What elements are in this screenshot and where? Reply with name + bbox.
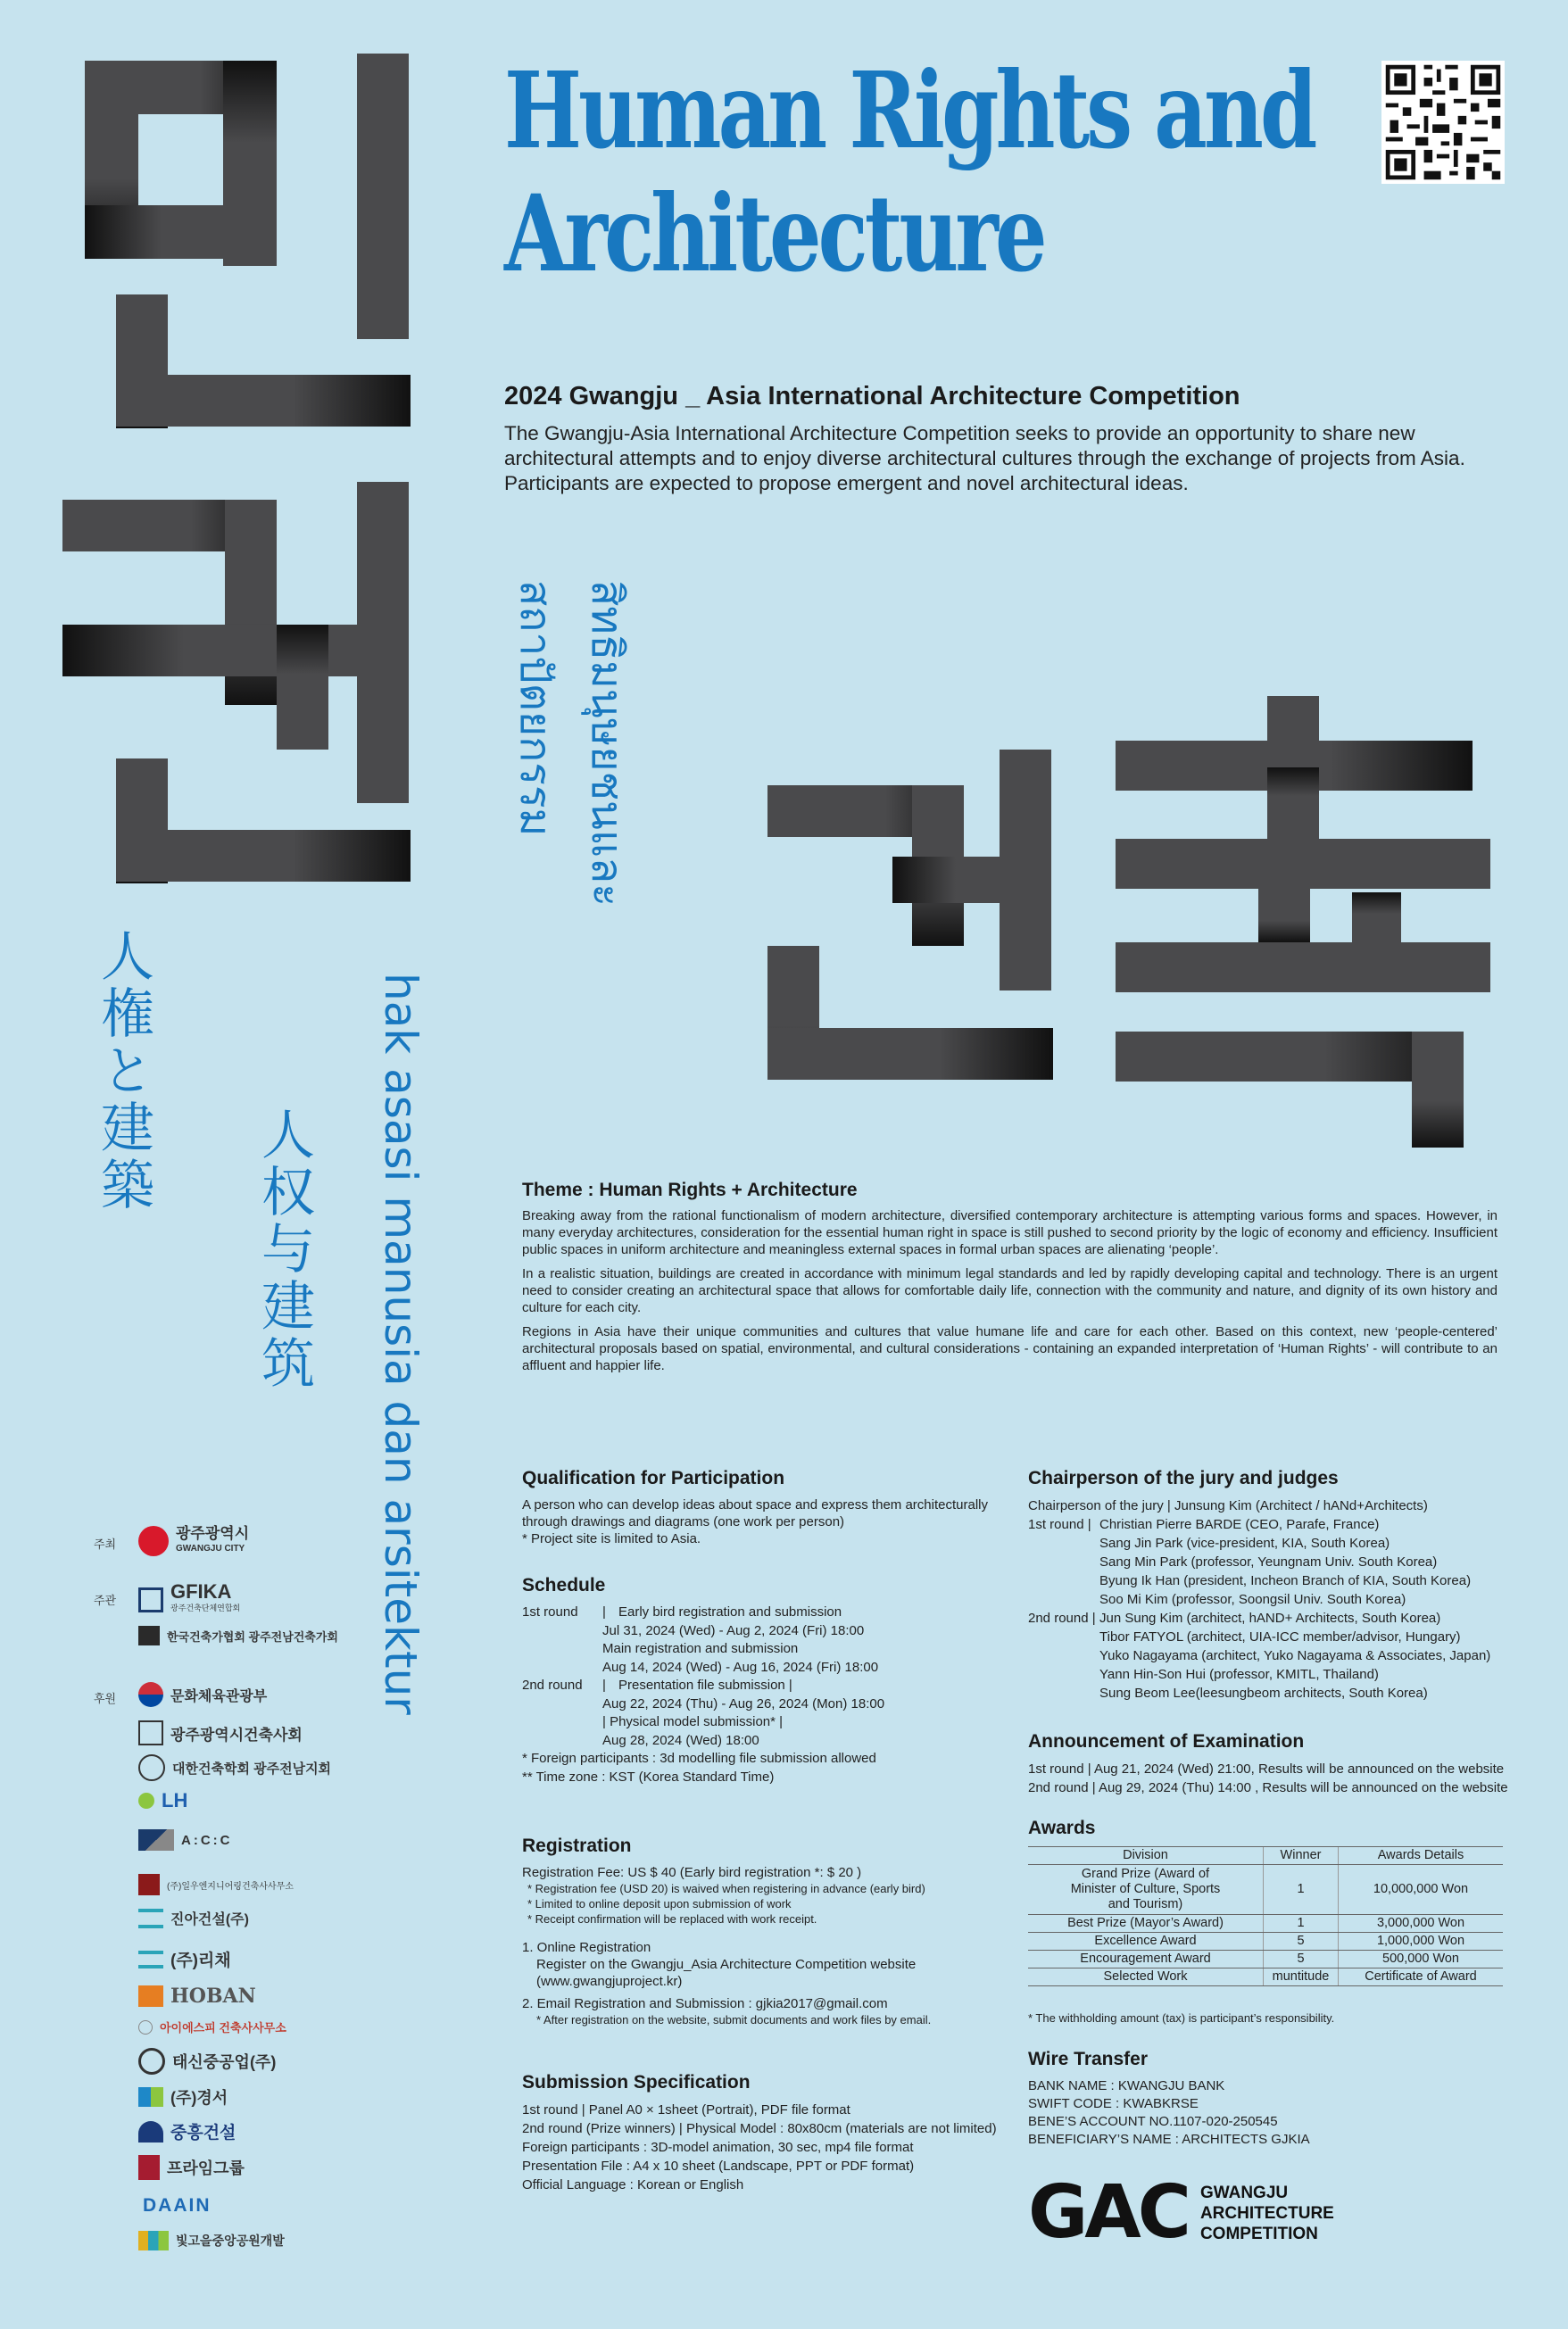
organizer-1: GFIKA (170, 1580, 232, 1603)
schedule-body: 1st round | Early bird registration and submission Jul 31, 2024 (Wed) - Aug 2, 2024 (Fri) 18:00 Main registration and submission Aug 14, 2024 (Wed) - Aug 16, 2024 (Fri) 18:00 2nd round | Presentation file submission | Aug 22, 2024 (Thu) - Aug 26, 2024 (Mon) 18:00 | Physical model submission* | Aug 28, 2024 (Wed) 18:00 * Foreign participants : 3d modelling file submission allowed ** Time zone : KST (Korea Standard Time) (522, 1604, 1022, 1786)
jury-r2-2: Yuko Nagayama (architect, Yuko Nagayama & Associates, Japan) (1099, 1648, 1491, 1663)
gfika-icon (138, 1587, 163, 1612)
email-registration-note: * After registration on the website, submit documents and work files by email. (536, 2013, 932, 2026)
jury-title: Chairperson of the jury and judges (1028, 1468, 1339, 1488)
thai-line-2: สถาปัตยกรรม (510, 580, 560, 837)
schedule-r2-b: Aug 22, 2024 (Thu) - Aug 26, 2024 (Mon) 18:00 (602, 1695, 885, 1712)
supporter-name: 문화체육관광부 (170, 1688, 268, 1704)
schedule-r1-d: Aug 14, 2024 (Wed) - Aug 16, 2024 (Fri) 18:00 (602, 1659, 879, 1675)
organizer-logo-2 (138, 1626, 338, 1645)
isp-icon (138, 2020, 153, 2035)
theme-paragraph-3: Regions in Asia have their unique communities and cultures that value humane life and care for each other. Based on this context, new ‘people-centered’ architectural proposals based on spatial, environmental, and cultural considerations - containing an expanded interpretation of ‘Human Rights’ - will contribute to an affluent and happier life. (522, 1324, 1497, 1373)
main-title (504, 48, 1315, 295)
awards-cell: Grand Prize (Award of Minister of Culture, Sports and Tourism) (1028, 1865, 1264, 1915)
theme-body (522, 1207, 1497, 1381)
jury-r1-4: Soo Mi Kim (professor, Soongsil Univ. South Korea) (1099, 1592, 1406, 1607)
jury-r2-4: Sung Beom Lee(leesungbeom architects, South Korea) (1099, 1686, 1428, 1701)
theme-paragraph-1: Breaking away from the rational functionalism of modern architecture, diversified contemporary architecture is attempting various forms and spaces. However, in many everyday architectures, consideration for the essential human right in space is still pushed to second priority by the logic of economy and efficiency. Insufficient public spaces in uniform architecture and meaningless external spaces in formal urban spaces are alienating ‘people’. (522, 1208, 1497, 1257)
awards-cell: 3,000,000 Won (1339, 1915, 1504, 1933)
jury-r1-0: Christian Pierre BARDE (CEO, Parafe, France) (1099, 1517, 1380, 1532)
submission-line-3: Foreign participants : 3D-model animation, 30 sec, mp4 file format (522, 2140, 914, 2155)
awards-cell: Selected Work (1028, 1968, 1264, 1986)
registration-fee-note-3: * Receipt confirmation will be replaced with work receipt. (527, 1912, 817, 1926)
supporter-name: (주)일우엔지니어링건축사사무소 (167, 1881, 294, 1892)
awards-cell: 10,000,000 Won (1339, 1865, 1504, 1915)
richae-icon (138, 1951, 163, 1968)
jury-r1-1: Sang Jin Park (vice-president, KIA, South Korea) (1099, 1536, 1390, 1551)
jury-round1-label: 1st round | (1028, 1517, 1091, 1532)
qr-code-icon (1381, 61, 1505, 184)
submission-line-4: Presentation File : A4 x 10 sheet (Landscape, PPT or PDF format) (522, 2159, 915, 2174)
table-row (1028, 1865, 1503, 1915)
jina-icon (138, 1909, 163, 1928)
supporter-name: 광주광역시건축사회 (170, 1726, 303, 1744)
prime-icon (138, 2155, 160, 2180)
jury-body (1028, 1496, 1510, 1703)
organizer-label: 주관 (94, 1594, 117, 1607)
kyungseo-icon (138, 2087, 163, 2107)
title-line-1: Human Rights and (504, 48, 1315, 172)
supporter-logo (138, 2048, 276, 2075)
taegeuk-icon (138, 1682, 163, 1707)
submission-line-1: 1st round | Panel A0 × 1sheet (Portrait), PDF file format (522, 2102, 850, 2118)
supporter-logo (143, 2195, 212, 2217)
registration-fee-note-1: * Registration fee (USD 20) is waived when registering in advance (early bird) (527, 1882, 925, 1895)
host-logo (138, 1526, 249, 1556)
awards-header-division: Division (1028, 1847, 1264, 1865)
jury-chair: Chairperson of the jury | Junsung Kim (Architect / hANd+Architects) (1028, 1498, 1428, 1513)
submission-line-2: 2nd round (Prize winners) | Physical Model : 80x80cm (materials are not limited) (522, 2121, 997, 2136)
submission-line-5: Official Language : Korean or English (522, 2177, 744, 2192)
awards-cell: Best Prize (Mayor’s Award) (1028, 1915, 1264, 1933)
wire-body (1028, 2077, 1310, 2149)
jury-r2-0: Jun Sung Kim (architect, hAND+ Architects, South Korea) (1099, 1611, 1441, 1626)
awards-cell: 5 (1264, 1951, 1339, 1968)
awards-cell: 1,000,000 Won (1339, 1933, 1504, 1951)
supporter-logo (138, 1720, 303, 1745)
support-label: 후원 (94, 1692, 117, 1705)
awards-cell: 1 (1264, 1915, 1339, 1933)
host-name-en: GWANGJU CITY (176, 1544, 245, 1554)
qualification-title: Qualification for Participation (522, 1468, 785, 1488)
supporter-name: 태신중공업(주) (172, 2053, 277, 2071)
registration-body (522, 1864, 1022, 2027)
supporter-name: (주)리채 (170, 1952, 231, 1970)
supporter-logo (138, 1874, 294, 1895)
kia-icon (138, 1626, 160, 1645)
jury-r2-1: Tibor FATYOL (architect, UIA-ICC member/advisor, Hungary) (1099, 1629, 1461, 1645)
organizer-2: 한국건축가협회 광주전남건축가회 (167, 1629, 338, 1644)
table-row (1028, 1915, 1503, 1933)
awards-cell: Certificate of Award (1339, 1968, 1504, 1986)
bitgoeul-icon (138, 2231, 169, 2250)
jury-r1-3: Byung Ik Han (president, Incheon Branch of KIA, South Korea) (1099, 1573, 1472, 1588)
registration-title: Registration (522, 1836, 632, 1856)
supporter-logo (138, 1754, 331, 1781)
announcement-title: Announcement of Examination (1028, 1731, 1305, 1752)
wire-title: Wire Transfer (1028, 2049, 1149, 2069)
wire-line-1: BANK NAME : KWANGJU BANK (1028, 2078, 1225, 2093)
awards-title: Awards (1028, 1818, 1096, 1838)
schedule-r2-a: Presentation file submission | (618, 1678, 792, 1693)
supporter-name: 프라임그룹 (167, 2159, 245, 2177)
supporter-name: 빛고을중앙공원개발 (176, 2234, 285, 2248)
thai-line-1: สิทธิมนุษยชนและ (582, 580, 632, 907)
wire-line-3: BENE’S ACCOUNT NO.1107-020-250545 (1028, 2114, 1278, 2129)
schedule-r1-c: Main registration and submission (602, 1641, 799, 1656)
online-registration-link[interactable]: (www.gwangjuproject.kr) (536, 1974, 683, 1989)
submission-title: Submission Specification (522, 2072, 751, 2093)
schedule-r1-a: Early bird registration and submission (618, 1604, 842, 1620)
theme-title: Theme : Human Rights + Architecture (522, 1180, 858, 1200)
jury-r1-2: Sang Min Park (professor, Yeungnam Univ. South Korea) (1099, 1554, 1438, 1570)
table-row (1028, 1968, 1503, 1986)
awards-header-row (1028, 1847, 1503, 1865)
host-name: 광주광역시 (176, 1525, 250, 1542)
jury-round2-label: 2nd round | (1028, 1611, 1096, 1626)
hoban-icon (138, 1985, 163, 2007)
awards-header-details: Awards Details (1339, 1847, 1504, 1865)
jungheung-icon (138, 2121, 163, 2143)
supporter-logo (138, 1789, 187, 1812)
supporter-logo (138, 1682, 267, 1707)
theme-paragraph-2: In a realistic situation, buildings are created in accordance with minimum legal standards and led by rapidly developing capital and technology. There is an urgent need to consider creating an architectural space that allows for comfortable daily life, connection with the community and nature, and dignity of its own history and culture for each city. (522, 1266, 1497, 1315)
awards-cell: muntitude (1264, 1968, 1339, 1986)
gwangju-city-icon (138, 1526, 169, 1556)
chinese-title: 人权与建筑 (253, 1106, 315, 1392)
awards-cell: 500,000 Won (1339, 1951, 1504, 1968)
gac-mark: GAC (1028, 2170, 1188, 2255)
supporter-logo (138, 1985, 256, 2008)
table-row (1028, 1951, 1503, 1968)
supporter-logo (138, 1908, 249, 1928)
awards-cell: Excellence Award (1028, 1933, 1264, 1951)
qualification-line-2: through drawings and diagrams (one work per person) (522, 1514, 845, 1529)
indonesian-title: hak asasi manusia dan arsitektur (375, 973, 427, 1715)
supporter-logo (138, 2018, 286, 2035)
supporter-name: 진아건설(주) (170, 1912, 249, 1927)
lh-icon (138, 1793, 154, 1809)
competition-subtitle: 2024 Gwangju _ Asia International Architecture Competition (504, 382, 1240, 410)
supporter-name: 중흥건설 (170, 2124, 236, 2143)
schedule-round2-label: 2nd round (522, 1678, 583, 1693)
online-registration-title: 1. Online Registration (522, 1940, 651, 1955)
supporter-logo (138, 2085, 228, 2109)
announcement-body (1028, 1760, 1528, 1797)
awards-cell: 1 (1264, 1865, 1339, 1915)
supporter-logo (138, 1947, 231, 1971)
thai-title (500, 580, 643, 907)
gac-line-3: COMPETITION (1199, 2224, 1318, 2243)
jury-r2-3: Yann Hin-Son Hui (professor, KMITL, Thailand) (1099, 1667, 1379, 1682)
email-registration-title[interactable]: 2. Email Registration and Submission : gjkia2017@gmail.com (522, 1996, 888, 2011)
announcement-line-2: 2nd round | Aug 29, 2024 (Thu) 14:00 , Results will be announced on the website (1028, 1780, 1508, 1795)
schedule-note-1: * Foreign participants : 3d modelling file submission allowed (522, 1751, 876, 1766)
schedule-title: Schedule (522, 1575, 606, 1595)
schedule-note-2: ** Time zone : KST (Korea Standard Time) (522, 1769, 775, 1785)
supporter-logo (138, 2231, 285, 2250)
schedule-r1-b: Jul 31, 2024 (Wed) - Aug 2, 2024 (Fri) 18:00 (602, 1622, 865, 1638)
registration-fee: Registration Fee: US $ 40 (Early bird registration *: $ 20 ) (522, 1865, 862, 1880)
architects-association-icon (138, 1720, 163, 1745)
organizer-logo-1 (138, 1580, 241, 1616)
schedule-r2-d: Aug 28, 2024 (Wed) 18:00 (602, 1732, 759, 1748)
supporter-name: 대한건축학회 광주전남지회 (172, 1761, 332, 1777)
submission-body (522, 2101, 1022, 2194)
awards-table (1028, 1846, 1503, 1986)
title-line-2: Architecture (504, 171, 1044, 295)
supporter-name: DAAIN (143, 2195, 212, 2216)
registration-fee-note-2: * Limited to online deposit upon submission of work (527, 1897, 792, 1910)
supporter-name: LH (162, 1789, 188, 1811)
aik-icon (138, 1754, 165, 1781)
qr-code[interactable] (1381, 61, 1505, 184)
qualification-line-1: A person who can develop ideas about space and express them architecturally (522, 1497, 988, 1513)
online-registration-line-1: Register on the Gwangju_Asia Architecture Competition website (536, 1957, 917, 1972)
wire-line-4: BENEFICIARY’S NAME : ARCHITECTS GJKIA (1028, 2132, 1310, 2147)
supporter-name: 아이에스피 건축사사무소 (160, 2021, 286, 2035)
ilwoo-icon (138, 1874, 160, 1895)
awards-note: * The withholding amount (tax) is participant’s responsibility. (1028, 2011, 1335, 2025)
intro-paragraph: The Gwangju-Asia International Architecture Competition seeks to provide an opportunity to share new architectural attempts and to enjoy diverse architectural cultures through the exchange of projects from Asia. Participants are expected to propose emergent and novel architectural ideas. (504, 422, 1465, 494)
japanese-title: 人権と建築 (92, 928, 154, 1214)
supporter-logo (138, 2155, 245, 2180)
supporter-logo (138, 1829, 233, 1851)
announcement-line-1: 1st round | Aug 21, 2024 (Wed) 21:00, Results will be announced on the website (1028, 1761, 1505, 1777)
supporter-logo (138, 2119, 236, 2143)
gac-logo (1028, 2170, 1334, 2255)
gac-line-1: GWANGJU (1199, 2183, 1289, 2202)
schedule-round1-label: 1st round (522, 1604, 578, 1620)
supporter-name: A:C:C (181, 1832, 233, 1848)
schedule-r2-c: | Physical model submission* | (602, 1714, 784, 1729)
qualification-body (522, 1496, 1004, 1547)
awards-header-winner: Winner (1264, 1847, 1339, 1865)
qualification-line-3: * Project site is limited to Asia. (522, 1531, 701, 1546)
awards-cell: Encouragement Award (1028, 1951, 1264, 1968)
awards-cell: 5 (1264, 1933, 1339, 1951)
wire-line-2: SWIFT CODE : KWABKRSE (1028, 2096, 1199, 2111)
gac-line-2: ARCHITECTURE (1199, 2203, 1334, 2223)
host-label: 주최 (94, 1537, 117, 1551)
supporter-name: (주)경서 (170, 2089, 228, 2107)
organizer-1-sub: 광주건축단체연합회 (170, 1604, 241, 1612)
table-row (1028, 1933, 1503, 1951)
acc-icon (138, 1829, 174, 1851)
taeshin-icon (138, 2048, 165, 2075)
supporter-name: HOBAN (170, 1985, 256, 2008)
